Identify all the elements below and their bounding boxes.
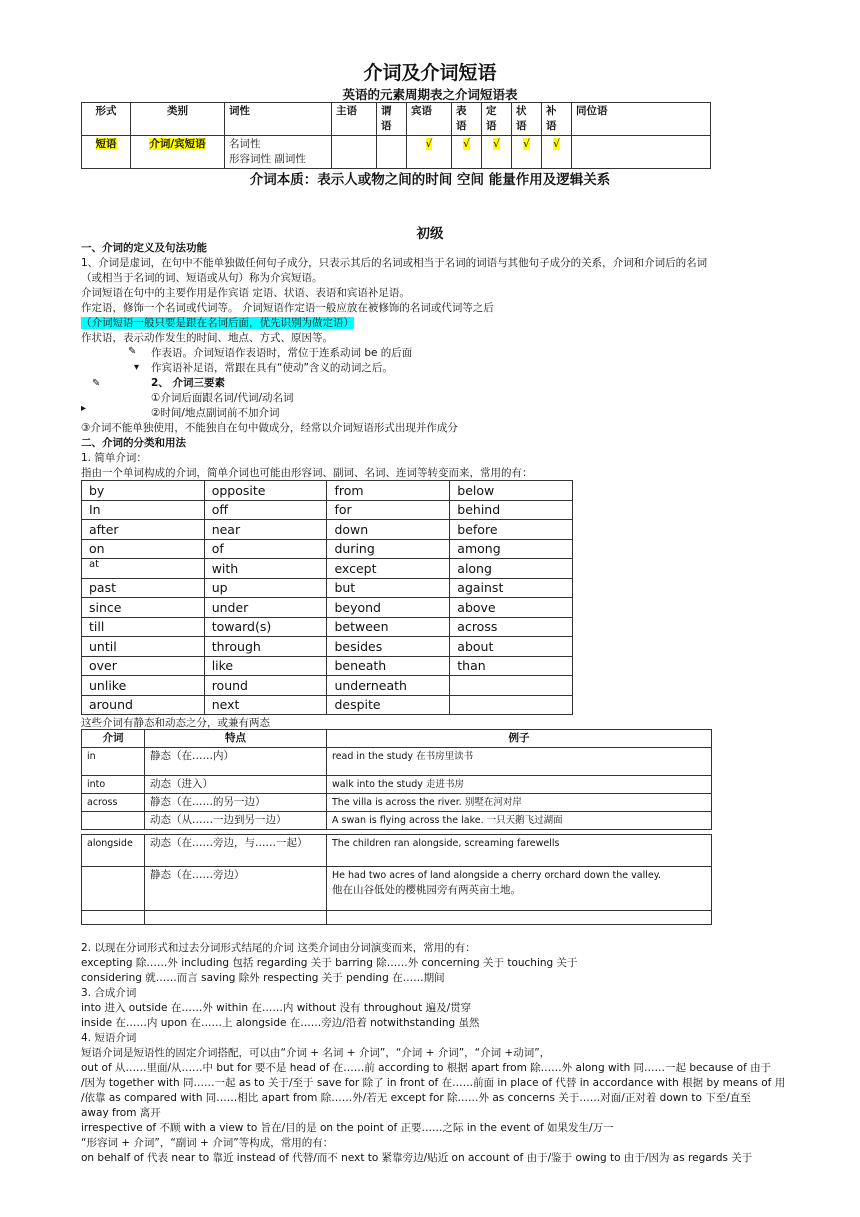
preposition-cell: during xyxy=(327,539,450,559)
period-table xyxy=(81,102,711,169)
header-feature: 特点 xyxy=(145,730,327,748)
preposition-cell: toward(s) xyxy=(204,617,327,637)
header-subject: 主语 xyxy=(332,103,377,136)
text-line: into 进入 outside 在……外 within 在……内 without 没有 throughout 遍及/贯穿 xyxy=(81,1002,472,1014)
feature-cell: 静态（在……内） xyxy=(145,748,327,776)
prep-cell: into xyxy=(82,776,145,794)
preposition-cell: beneath xyxy=(327,656,450,676)
preposition-cell: above xyxy=(450,598,573,618)
preposition-cell: up xyxy=(204,578,327,598)
cell-pos-line1: 名词性 xyxy=(229,138,261,150)
preposition-row xyxy=(82,481,573,501)
text-line: excepting 除……外 including 包括 regarding 关于 barring 除……外 concerning 关于 touching 关于 xyxy=(81,957,578,969)
header-form: 形式 xyxy=(82,103,131,136)
preposition-cell: underneath xyxy=(327,676,450,696)
preposition-cell: through xyxy=(204,637,327,657)
prep-cell xyxy=(82,911,145,925)
cell-subject xyxy=(332,136,377,169)
adverbial-line: 作状语，表示动作发生的时间、地点、方式、原因等。 xyxy=(81,332,333,344)
example-cell: The villa is across the river. 别墅在河对岸 xyxy=(327,794,712,812)
preposition-cell xyxy=(450,695,573,715)
section2-heading: 二、介词的分类和用法 xyxy=(81,437,186,449)
text-line: 短语介词是短语性的固定介词搭配，可以由“介词 + 名词 + 介词”，“介词 + 介词”，“介词 +动词”， xyxy=(81,1047,551,1059)
preposition-cell: between xyxy=(327,617,450,637)
header-appositive: 同位语 xyxy=(572,103,711,136)
preposition-cell: about xyxy=(450,637,573,657)
cell-complement: √ xyxy=(553,138,560,150)
document-subtitle: 英语的元素周期表之介词短语表 xyxy=(342,87,518,102)
preposition-cell: across xyxy=(450,617,573,637)
text-line: /因为 together with 同……一起 as to 关于/至于 save for 除了 in front of 在……前面 in place of 代替 in accordance with 根据 by means of 用 xyxy=(81,1077,786,1089)
section1-line: 作定语，修饰一个名词或代词等。 介词短语作定语一般应放在被修饰的名词或代词等之后 xyxy=(81,302,494,314)
section1-line: 1、介词是虚词，在句中不能单独做任何句子成分，只表示其后的名词或相当于名词的词语与其他句子成分的关系，介词和介词后的名词 xyxy=(81,257,708,269)
table-row xyxy=(82,776,712,794)
preposition-cell: for xyxy=(327,500,450,520)
feature-cell: 动态（进入） xyxy=(145,776,327,794)
static-dynamic-caption: 这些介词有静态和动态之分，或兼有两态 xyxy=(81,717,270,729)
text-line: /依靠 as compared with 同……相比 apart from 除……外/若无 except for 除……外 as concerns 关于……对面/正对着 down to 下至/直至 xyxy=(81,1092,751,1104)
alongside-table xyxy=(81,834,712,925)
table-row xyxy=(82,812,712,830)
feature-cell xyxy=(145,911,327,925)
header-predicate: 谓 语 xyxy=(377,103,407,136)
document-title: 介词及介词短语 xyxy=(363,62,497,84)
preposition-cell: below xyxy=(450,481,573,501)
cell-adverbial: √ xyxy=(523,138,530,150)
example-cell xyxy=(327,911,712,925)
text-line: “形容词 + 介词”，“副词 + 介词”等构成，常用的有： xyxy=(81,1137,334,1149)
static-dynamic-table xyxy=(81,729,712,830)
prep-cell xyxy=(82,812,145,830)
example-cell: walk into the study 走进书房 xyxy=(327,776,712,794)
preposition-cell: like xyxy=(204,656,327,676)
table-header-row xyxy=(82,730,712,748)
lower-section-text xyxy=(81,941,786,1166)
preposition-cell: past xyxy=(82,578,205,598)
preposition-cell: since xyxy=(82,598,205,618)
element-2: ②时间/地点副词前不加介词 xyxy=(151,407,280,419)
preposition-cell: but xyxy=(327,578,450,598)
header-category: 类别 xyxy=(131,103,225,136)
preposition-cell: except xyxy=(327,559,450,579)
preposition-cell: besides xyxy=(327,637,450,657)
preposition-cell: off xyxy=(204,500,327,520)
preposition-cell: around xyxy=(82,695,205,715)
small-mark-icon: ▸ xyxy=(81,403,87,414)
preposition-cell: against xyxy=(450,578,573,598)
header-prep: 介词 xyxy=(82,730,145,748)
preposition-row xyxy=(82,598,573,618)
preposition-cell: of xyxy=(204,539,327,559)
preposition-row xyxy=(82,695,573,715)
preposition-cell: with xyxy=(204,559,327,579)
header-example: 例子 xyxy=(327,730,712,748)
table-row xyxy=(82,867,712,911)
preposition-cell: over xyxy=(82,656,205,676)
preposition-cell xyxy=(450,676,573,696)
preposition-cell: near xyxy=(204,520,327,540)
text-line: 2. 以现在分词形式和过去分词形式结尾的介词 这类介词由分词演变而来，常用的有： xyxy=(81,942,476,954)
table-row xyxy=(82,748,712,776)
table-row xyxy=(82,835,712,867)
preposition-cell: along xyxy=(450,559,573,579)
example-cell: read in the study 在书房里读书 xyxy=(327,748,712,776)
preposition-cell: despite xyxy=(327,695,450,715)
header-complement: 补 语 xyxy=(542,103,572,136)
preposition-cell: at xyxy=(82,559,205,579)
header-attributive: 定 语 xyxy=(482,103,512,136)
section1-text xyxy=(81,241,786,481)
preposition-cell: by xyxy=(82,481,205,501)
prep-cell: alongside xyxy=(82,835,145,867)
period-table-header-row xyxy=(82,103,711,136)
small-mark-icon: ▾ xyxy=(134,362,140,373)
text-line: out of 从……里面/从……中 but for 要不是 head of 在……前 according to 根据 apart from 除……外 along with 同……一起 because of 由于 xyxy=(81,1062,772,1074)
preposition-row xyxy=(82,617,573,637)
text-line: 4. 短语介词 xyxy=(81,1032,137,1044)
table-row xyxy=(82,911,712,925)
section1-heading: 一、介词的定义及句法功能 xyxy=(81,242,207,254)
section1-line: 介词短语在句中的主要作用是作宾语 定语、状语、表语和宾语补足语。 xyxy=(81,287,410,299)
preposition-cell: beyond xyxy=(327,598,450,618)
preposition-cell: under xyxy=(204,598,327,618)
preposition-row xyxy=(82,539,573,559)
section1-line: （或相当于名词的词、短语或从句）称为介宾短语。 xyxy=(81,272,323,284)
cell-attributive: √ xyxy=(493,138,500,150)
preposition-row xyxy=(82,500,573,520)
feature-cell: 动态（在……旁边，与……一起） xyxy=(145,835,327,867)
example-chinese: 他在山谷低处的樱桃园旁有两英亩土地。 xyxy=(332,884,521,896)
section2-sub1-desc: 指由一个单词构成的介词，简单介词也可能由形容词、副词、名词、连词等转变而来，常用的有： xyxy=(81,467,533,479)
preposition-cell: after xyxy=(82,520,205,540)
preposition-row xyxy=(82,578,573,598)
predicative-line: 作表语。介词短语作表语时，常位于连系动词 be 的后面 xyxy=(151,347,413,359)
feature-cell: 静态（在……旁边） xyxy=(145,867,327,911)
cell-pos xyxy=(225,136,332,169)
preposition-cell: from xyxy=(327,481,450,501)
text-line: irrespective of 不顾 with a view to 旨在/目的是 on the point of 正要……之际 in the event of 如果发生/万一 xyxy=(81,1122,614,1134)
three-elements-heading: 2、 介词三要素 xyxy=(151,377,225,389)
cell-category: 介词/宾短语 xyxy=(149,138,206,150)
preposition-cell: than xyxy=(450,656,573,676)
example-cell: A swan is flying across the lake. 一只天鹅飞过湖面 xyxy=(327,812,712,830)
cell-object: √ xyxy=(425,138,433,150)
preposition-cell: opposite xyxy=(204,481,327,501)
example-cell xyxy=(327,867,712,911)
element-1: ①介词后面跟名词/代词/动名词 xyxy=(151,392,294,404)
header-object: 宾语 xyxy=(407,103,452,136)
prep-cell xyxy=(82,867,145,911)
preposition-cell: unlike xyxy=(82,676,205,696)
preposition-row xyxy=(82,637,573,657)
essence-heading: 介词本质：表示人或物之间的时间 空间 能量作用及逻辑关系 xyxy=(249,172,611,188)
prep-cell: in xyxy=(82,748,145,776)
feature-cell: 静态（在……的另一边） xyxy=(145,794,327,812)
example-cell: The children ran alongside, screaming farewells xyxy=(327,835,712,867)
preposition-cell: down xyxy=(327,520,450,540)
table-row xyxy=(82,794,712,812)
example-english: He had two acres of land alongside a cherry orchard down the valley. xyxy=(332,870,661,881)
preposition-row xyxy=(82,656,573,676)
preposition-cell: till xyxy=(82,617,205,637)
preposition-cell: round xyxy=(204,676,327,696)
complement-line: 作宾语补足语，常跟在具有“使动”含义的动词之后。 xyxy=(151,362,393,374)
cell-predicative: √ xyxy=(463,138,470,150)
preposition-row xyxy=(82,559,573,579)
level-heading: 初级 xyxy=(416,226,444,242)
hand-bullet-icon: ✎ xyxy=(128,346,137,357)
header-adverbial: 状 语 xyxy=(512,103,542,136)
highlighted-note: （介词短语一般只要是跟在名词后面，优先识别为做定语） xyxy=(81,317,354,329)
section2-sub1: 1. 简单介词： xyxy=(81,452,147,464)
text-line: inside 在……内 upon 在……上 alongside 在……旁边/沿着 notwithstanding 虽然 xyxy=(81,1017,480,1029)
cell-predicate xyxy=(377,136,407,169)
preposition-cell: on xyxy=(82,539,205,559)
prep-cell: across xyxy=(82,794,145,812)
text-line: away from 离开 xyxy=(81,1107,161,1119)
text-line: 3. 合成介词 xyxy=(81,987,137,999)
period-table-data-row xyxy=(82,136,711,169)
header-predicative: 表 语 xyxy=(452,103,482,136)
cell-form: 短语 xyxy=(95,138,117,150)
cell-pos-line2: 形容词性 副词性 xyxy=(229,153,306,165)
preposition-cell: In xyxy=(82,500,205,520)
feature-cell: 动态（从……一边到另一边） xyxy=(145,812,327,830)
element-3: ③介词不能单独使用，不能独自在句中做成分，经常以介词短语形式出现并作成分 xyxy=(81,422,458,434)
preposition-row xyxy=(82,676,573,696)
text-line: on behalf of 代表 near to 靠近 instead of 代替/而不 next to 紧靠旁边/贴近 on account of 由于/鉴于 owing to 由于/因为 as regards 关于 xyxy=(81,1152,753,1164)
hand-bullet-icon: ✎ xyxy=(92,378,101,389)
preposition-cell: next xyxy=(204,695,327,715)
cell-appositive xyxy=(572,136,711,169)
header-pos: 词性 xyxy=(225,103,332,136)
preposition-cell: until xyxy=(82,637,205,657)
preposition-table xyxy=(81,480,573,715)
preposition-row xyxy=(82,520,573,540)
preposition-cell: behind xyxy=(450,500,573,520)
preposition-cell: before xyxy=(450,520,573,540)
preposition-cell: among xyxy=(450,539,573,559)
text-line: considering 就……而言 saving 除外 respecting 关于 pending 在……期间 xyxy=(81,972,445,984)
